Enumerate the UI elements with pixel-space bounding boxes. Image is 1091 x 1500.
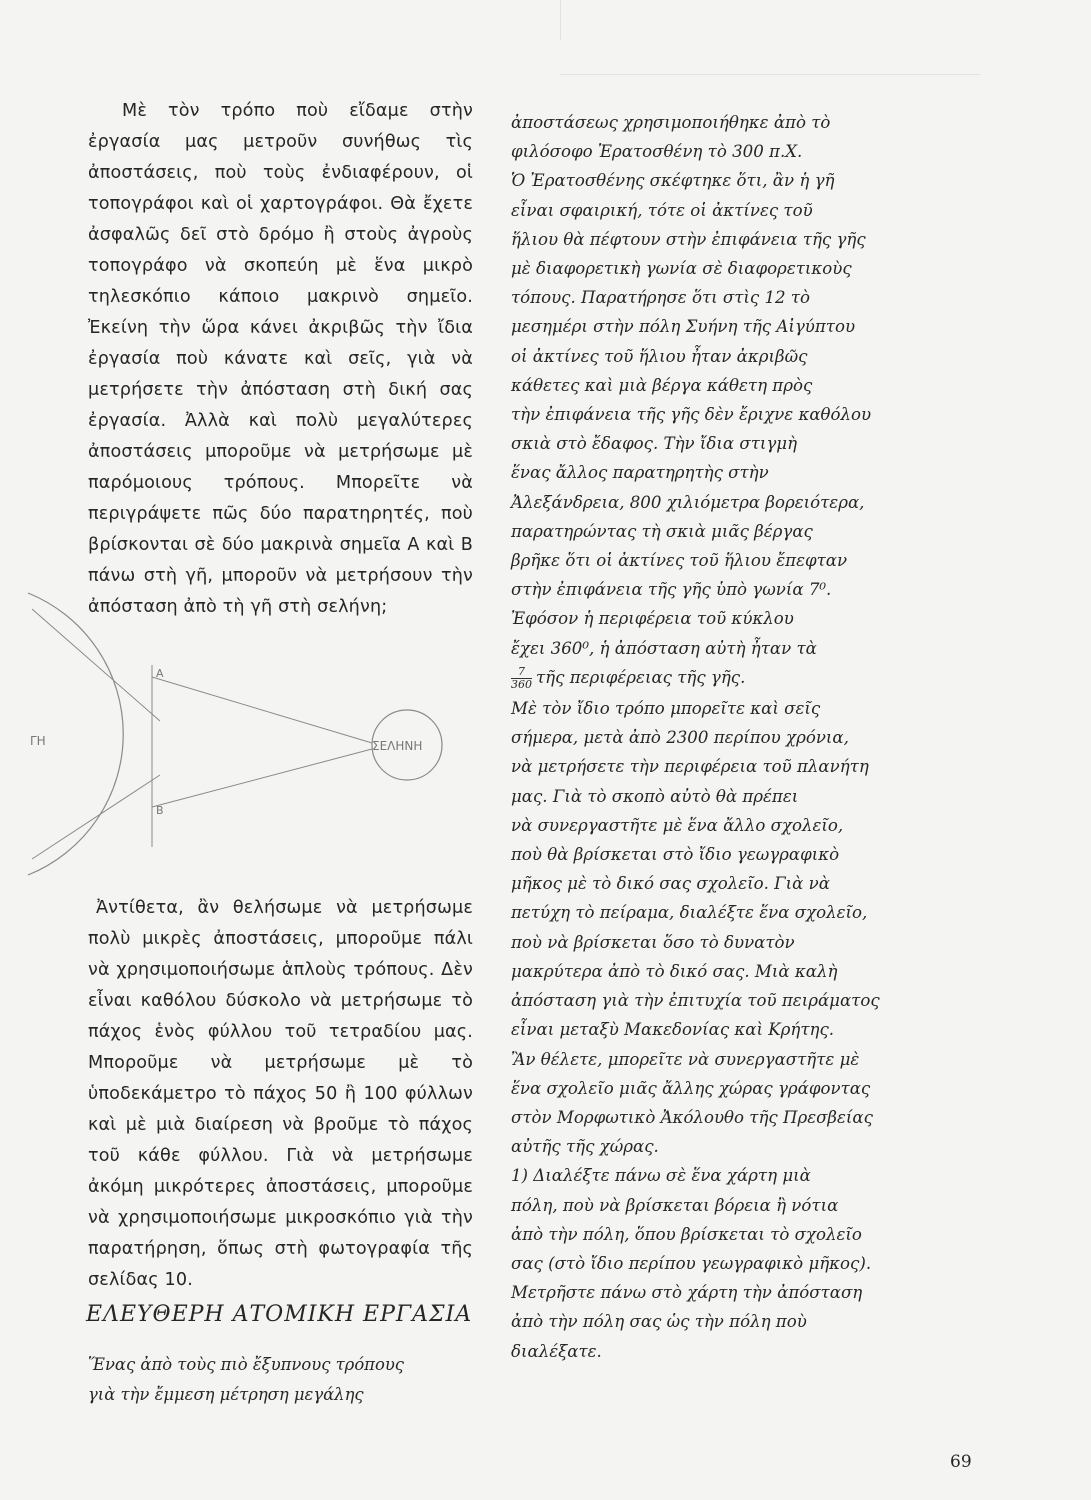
text-line: μῆκος μὲ τὸ δικό σας σχολεῖο. Γιὰ νὰ [511, 874, 830, 894]
scan-artifact-line [560, 0, 561, 40]
text-line: σκιὰ στὸ ἔδαφος. Τὴν ἴδια στιγμὴ [511, 434, 798, 454]
intro-paragraph: Μὲ τὸν τρόπο ποὺ εἴδαμε στὴν ἐργασία μας μετροῦν συνήθως τὶς ἀποστάσεις, ποὺ τοὺς ἐνδιαφέρουν, οἱ τοπογράφοι καὶ οἱ χαρτογράφοι. Θὰ ἔχετε ἀσφαλῶς δεῖ στὸ δρόμο ἢ στοὺς ἀγροὺς τοπογράφο νὰ σκοπεύη μὲ ἕνα μικρὸ τηλεσκόπιο κάποιο μακρινὸ σημεῖο. Ἐκείνη τὴν ὥρα κάνει ἀκριβῶς τὴν ἴδια ἐργασία ποὺ κάνατε καὶ σεῖς, γιὰ νὰ μετρήσετε τὴν ἀπόσταση στὴ δική σας ἐργασία. Ἀλλὰ καὶ πολὺ μεγαλύτερες ἀποστάσεις μποροῦμε νὰ μετρήσωμε μὲ παρόμοιους τρόπους. Μπορεῖτε νὰ περιγράψετε πῶς δύο παρατηρητές, ποὺ βρίσκονται σὲ δύο μακρινὰ σημεῖα Α καὶ Β πάνω στὴ γῆ, μποροῦν νὰ μετρήσουν τὴν ἀπόσταση ἀπὸ τὴ γῆ στὴ σελήνη; [88, 101, 473, 617]
text-line: πόλη, ποὺ νὰ βρίσκεται βόρεια ἢ νότια [511, 1195, 839, 1215]
text-line: Μὲ τὸν ἴδιο τρόπο μπορεῖτε καὶ σεῖς [511, 699, 821, 719]
text-line: Μετρῆστε πάνω στὸ χάρτη τὴν ἀπόσταση [511, 1283, 863, 1303]
point-b-label: Β [156, 804, 164, 817]
text-line: τὴν ἐπιφάνεια τῆς γῆς δὲν ἔριχνε καθόλου [511, 405, 872, 425]
eratosthenes-lead-line-2: γιὰ τὴν ἔμμεση μέτρηση μεγάλης [88, 1385, 364, 1404]
tangent-line-lower [32, 775, 160, 859]
text-line: Ἂν θέλετε, μπορεῖτε νὰ συνεργαστῆτε μὲ [511, 1049, 860, 1069]
text-line: ἀπὸ τὴν πόλη, ὅπου βρίσκεται τὸ σχολεῖο [511, 1224, 862, 1244]
text-line: μακρύτερα ἀπὸ τὸ δικό σας. Μιὰ καλὴ [511, 961, 838, 981]
text-line: ἥλιου θὰ πέφτουν στὴν ἐπιφάνεια τῆς γῆς [511, 229, 866, 249]
section-heading: ΕΛΕΥΘΕΡΗ ΑΤΟΜΙΚΗ ΕΡΓΑΣΙΑ [86, 1302, 473, 1327]
text-line: Ἀλεξάνδρεια, 800 χιλιόμετρα βορειότερα, [511, 492, 865, 512]
left-column [88, 96, 473, 623]
text-line: φιλόσοφο Ἐρατοσθένη τὸ 300 π.Χ. [511, 142, 803, 162]
text-line: νὰ μετρήσετε τὴν περιφέρεια τοῦ πλανήτη [511, 757, 869, 777]
fraction-numerator: 7 [511, 666, 532, 679]
text-line: παρατηρώντας τὴ σκιὰ μιᾶς βέργας [511, 521, 813, 541]
fraction-line [511, 663, 971, 692]
left-column-middle [88, 893, 473, 1296]
text-line: στὸν Μορφωτικὸ Ἀκόλουθο τῆς Πρεσβείας [511, 1107, 873, 1127]
text-line: πετύχη τὸ πείραμα, διαλέξτε ἕνα σχολεῖο, [511, 903, 868, 923]
text-line: μας. Γιὰ τὸ σκοπὸ αὐτὸ θὰ πρέπει [511, 786, 799, 806]
parallax-figure [10, 585, 470, 885]
text-line: σήμερα, μετὰ ἀπὸ 2300 περίπου χρόνια, [511, 728, 849, 748]
text-line: τόπους. Παρατήρησε ὅτι στὶς 12 τὸ [511, 288, 811, 308]
text-line: ἀποστάσεως χρησιμοποιήθηκε ἀπὸ τὸ [511, 113, 831, 132]
text-line: ἕνα σχολεῖο μιᾶς ἄλλης χώρας γράφοντας [511, 1078, 871, 1098]
text-line: διαλέξατε. [511, 1341, 602, 1361]
text-line: 1) Διαλέξτε πάνω σὲ ἕνα χάρτη μιὰ [511, 1166, 811, 1186]
experiment-lines [511, 694, 971, 1366]
sightline-a [152, 677, 372, 743]
text-line: Ἐφόσον ἡ περιφέρεια τοῦ κύκλου [511, 609, 794, 629]
scan-artifact-line [560, 74, 980, 75]
text-line: μεσημέρι στὴν πόλη Συήνη τῆς Αἰγύπτου [511, 317, 856, 337]
text-line: σας (στὸ ἴδιο περίπου γεωγραφικὸ μῆκος). [511, 1253, 872, 1273]
text-line: εἶναι σφαιρική, τότε οἱ ἀκτίνες τοῦ [511, 200, 813, 220]
earth-label: ΓΗ [30, 734, 46, 748]
text-line: βρῆκε ὅτι οἱ ἀκτίνες τοῦ ἥλιου ἔπεφταν [511, 551, 848, 571]
fraction-rest: τῆς περιφέρειας τῆς γῆς. [536, 667, 746, 687]
text-line: ποὺ θὰ βρίσκεται στὸ ἴδιο γεωγραφικὸ [511, 845, 840, 865]
fraction-denominator: 360 [511, 677, 532, 691]
text-line: ποὺ νὰ βρίσκεται ὅσο τὸ δυνατὸν [511, 932, 795, 952]
sightline-b [152, 749, 372, 807]
text-line: αὐτῆς τῆς χώρας. [511, 1137, 659, 1157]
text-line: Ὁ Ἐρατοσθένης σκέφτηκε ὅτι, ἂν ἡ γῆ [511, 171, 835, 191]
left-column-bottom [88, 1350, 473, 1410]
tangent-line-upper [32, 609, 160, 721]
text-line: ἔχει 360⁰, ἡ ἀπόσταση αὐτὴ ἦταν τὰ [511, 638, 817, 658]
page-number: 69 [950, 1452, 972, 1472]
fraction [511, 666, 532, 691]
text-line: εἶναι μεταξὺ Μακεδονίας καὶ Κρήτης. [511, 1020, 835, 1040]
text-line: κάθετες καὶ μιὰ βέργα κάθετη πρὸς [511, 375, 813, 395]
text-line: ἕνας ἄλλος παρατηρητὴς στὴν [511, 463, 769, 483]
right-column [511, 108, 971, 1366]
text-line: οἱ ἀκτίνες τοῦ ἥλιου ἦταν ἀκριβῶς [511, 346, 808, 366]
text-line: στὴν ἐπιφάνεια τῆς γῆς ὑπὸ γωνία 7⁰. [511, 580, 832, 600]
point-a-label: Α [156, 667, 164, 680]
small-distances-paragraph: Ἀντίθετα, ἂν θελήσωμε νὰ μετρήσωμε πολὺ μικρὲς ἀποστάσεις, μποροῦμε πάλι νὰ χρησιμοποιήσωμε ἁπλοὺς τρόπους. Δὲν εἶναι καθόλου δύσκολο νὰ μετρήσωμε τὸ πάχος ἑνὸς φύλλου τοῦ τετραδίου μας. Μποροῦμε νὰ μετρήσωμε μὲ τὸ ὑποδεκάμετρο τὸ πάχος 50 ἢ 100 φύλλων καὶ μὲ μιὰ διαίρεση νὰ βροῦμε τὸ πάχος τοῦ κάθε φύλλου. Γιὰ νὰ μετρήσωμε ἀκόμη μικρότερες ἀποστάσεις, μποροῦμε νὰ χρησιμοποιήσωμε μικροσκόπιο γιὰ τὴν παρατήρηση, ὅπως στὴ φωτογραφία τῆς σελίδας 10. [88, 898, 473, 1290]
moon-label: ΣΕΛΗΝΗ [372, 739, 423, 753]
eratosthenes-lead-line-1: Ἕνας ἀπὸ τοὺς πιὸ ἔξυπνους τρόπους [88, 1355, 404, 1374]
text-line: ἀπόσταση γιὰ τὴν ἐπιτυχία τοῦ πειράματος [511, 991, 880, 1011]
eratosthenes-lines [511, 108, 971, 692]
text-line: ἀπὸ τὴν πόλη σας ὡς τὴν πόλη ποὺ [511, 1312, 807, 1332]
text-line: μὲ διαφορετικὴ γωνία σὲ διαφορετικοὺς [511, 259, 852, 279]
text-line: νὰ συνεργαστῆτε μὲ ἕνα ἄλλο σχολεῖο, [511, 815, 844, 835]
earth-moon-diagram [10, 585, 470, 889]
